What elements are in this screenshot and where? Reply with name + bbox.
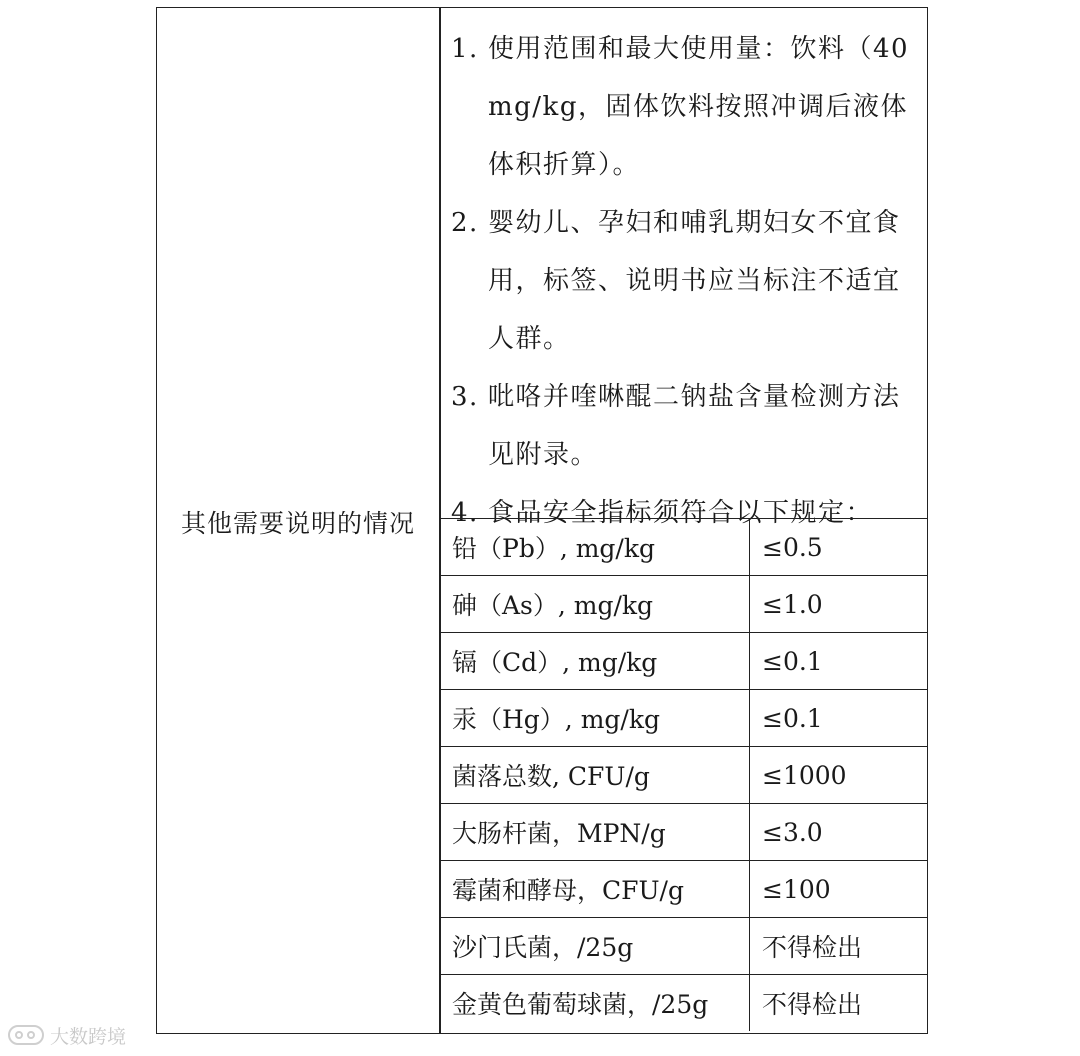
limit-value: ≤3.0 — [750, 804, 929, 861]
note-text: 婴幼儿、孕妇和哺乳期妇女不宜食用，标签、说明书应当标注不适宜人群。 — [488, 208, 901, 354]
row-header-label: 其他需要说明的情况 — [180, 509, 415, 538]
note-number: 4. — [451, 498, 479, 528]
note-number: 1. — [451, 34, 479, 64]
limit-value: 不得检出 — [750, 918, 929, 975]
table-row — [440, 519, 928, 576]
note-text: 吡咯并喹啉醌二钠盐含量检测方法见附录。 — [488, 382, 901, 470]
table-row — [440, 633, 928, 690]
limit-item: 汞（Hg）, mg/kg — [440, 690, 750, 747]
watermark-text: 大数跨境 — [50, 1025, 127, 1048]
table-row — [440, 918, 928, 975]
table-row — [440, 975, 928, 1032]
table-row — [440, 690, 928, 747]
limit-value: ≤0.1 — [750, 690, 929, 747]
note-item — [448, 194, 918, 368]
note-item — [448, 20, 918, 194]
safety-limits-table — [440, 518, 928, 1031]
limit-value: ≤0.5 — [750, 519, 929, 576]
table-row — [440, 747, 928, 804]
limit-item: 菌落总数, CFU/g — [440, 747, 750, 804]
table-row — [440, 861, 928, 918]
limit-item: 大肠杆菌，MPN/g — [440, 804, 750, 861]
notes-list — [448, 20, 918, 542]
note-number: 2. — [451, 208, 479, 238]
limit-value: ≤100 — [750, 861, 929, 918]
table-row — [440, 804, 928, 861]
note-number: 3. — [451, 382, 479, 412]
note-text: 使用范围和最大使用量：饮料（40 mg/kg，固体饮料按照冲调后液体体积折算）。 — [488, 34, 910, 180]
limit-value: 不得检出 — [750, 975, 929, 1032]
logo-icon — [8, 1025, 44, 1045]
limit-item: 镉（Cd）, mg/kg — [440, 633, 750, 690]
limit-item: 沙门氏菌，/25g — [440, 918, 750, 975]
note-text: 食品安全指标须符合以下规定： — [488, 498, 874, 528]
limit-item: 霉菌和酵母，CFU/g — [440, 861, 750, 918]
limit-item: 铅（Pb）, mg/kg — [440, 519, 750, 576]
note-item — [448, 368, 918, 484]
limit-value: ≤1.0 — [750, 576, 929, 633]
limit-item: 金黄色葡萄球菌，/25g — [440, 975, 750, 1032]
limit-value: ≤0.1 — [750, 633, 929, 690]
watermark — [8, 1020, 126, 1050]
limit-value: ≤1000 — [750, 747, 929, 804]
limit-item: 砷（As）, mg/kg — [440, 576, 750, 633]
table-row — [440, 576, 928, 633]
